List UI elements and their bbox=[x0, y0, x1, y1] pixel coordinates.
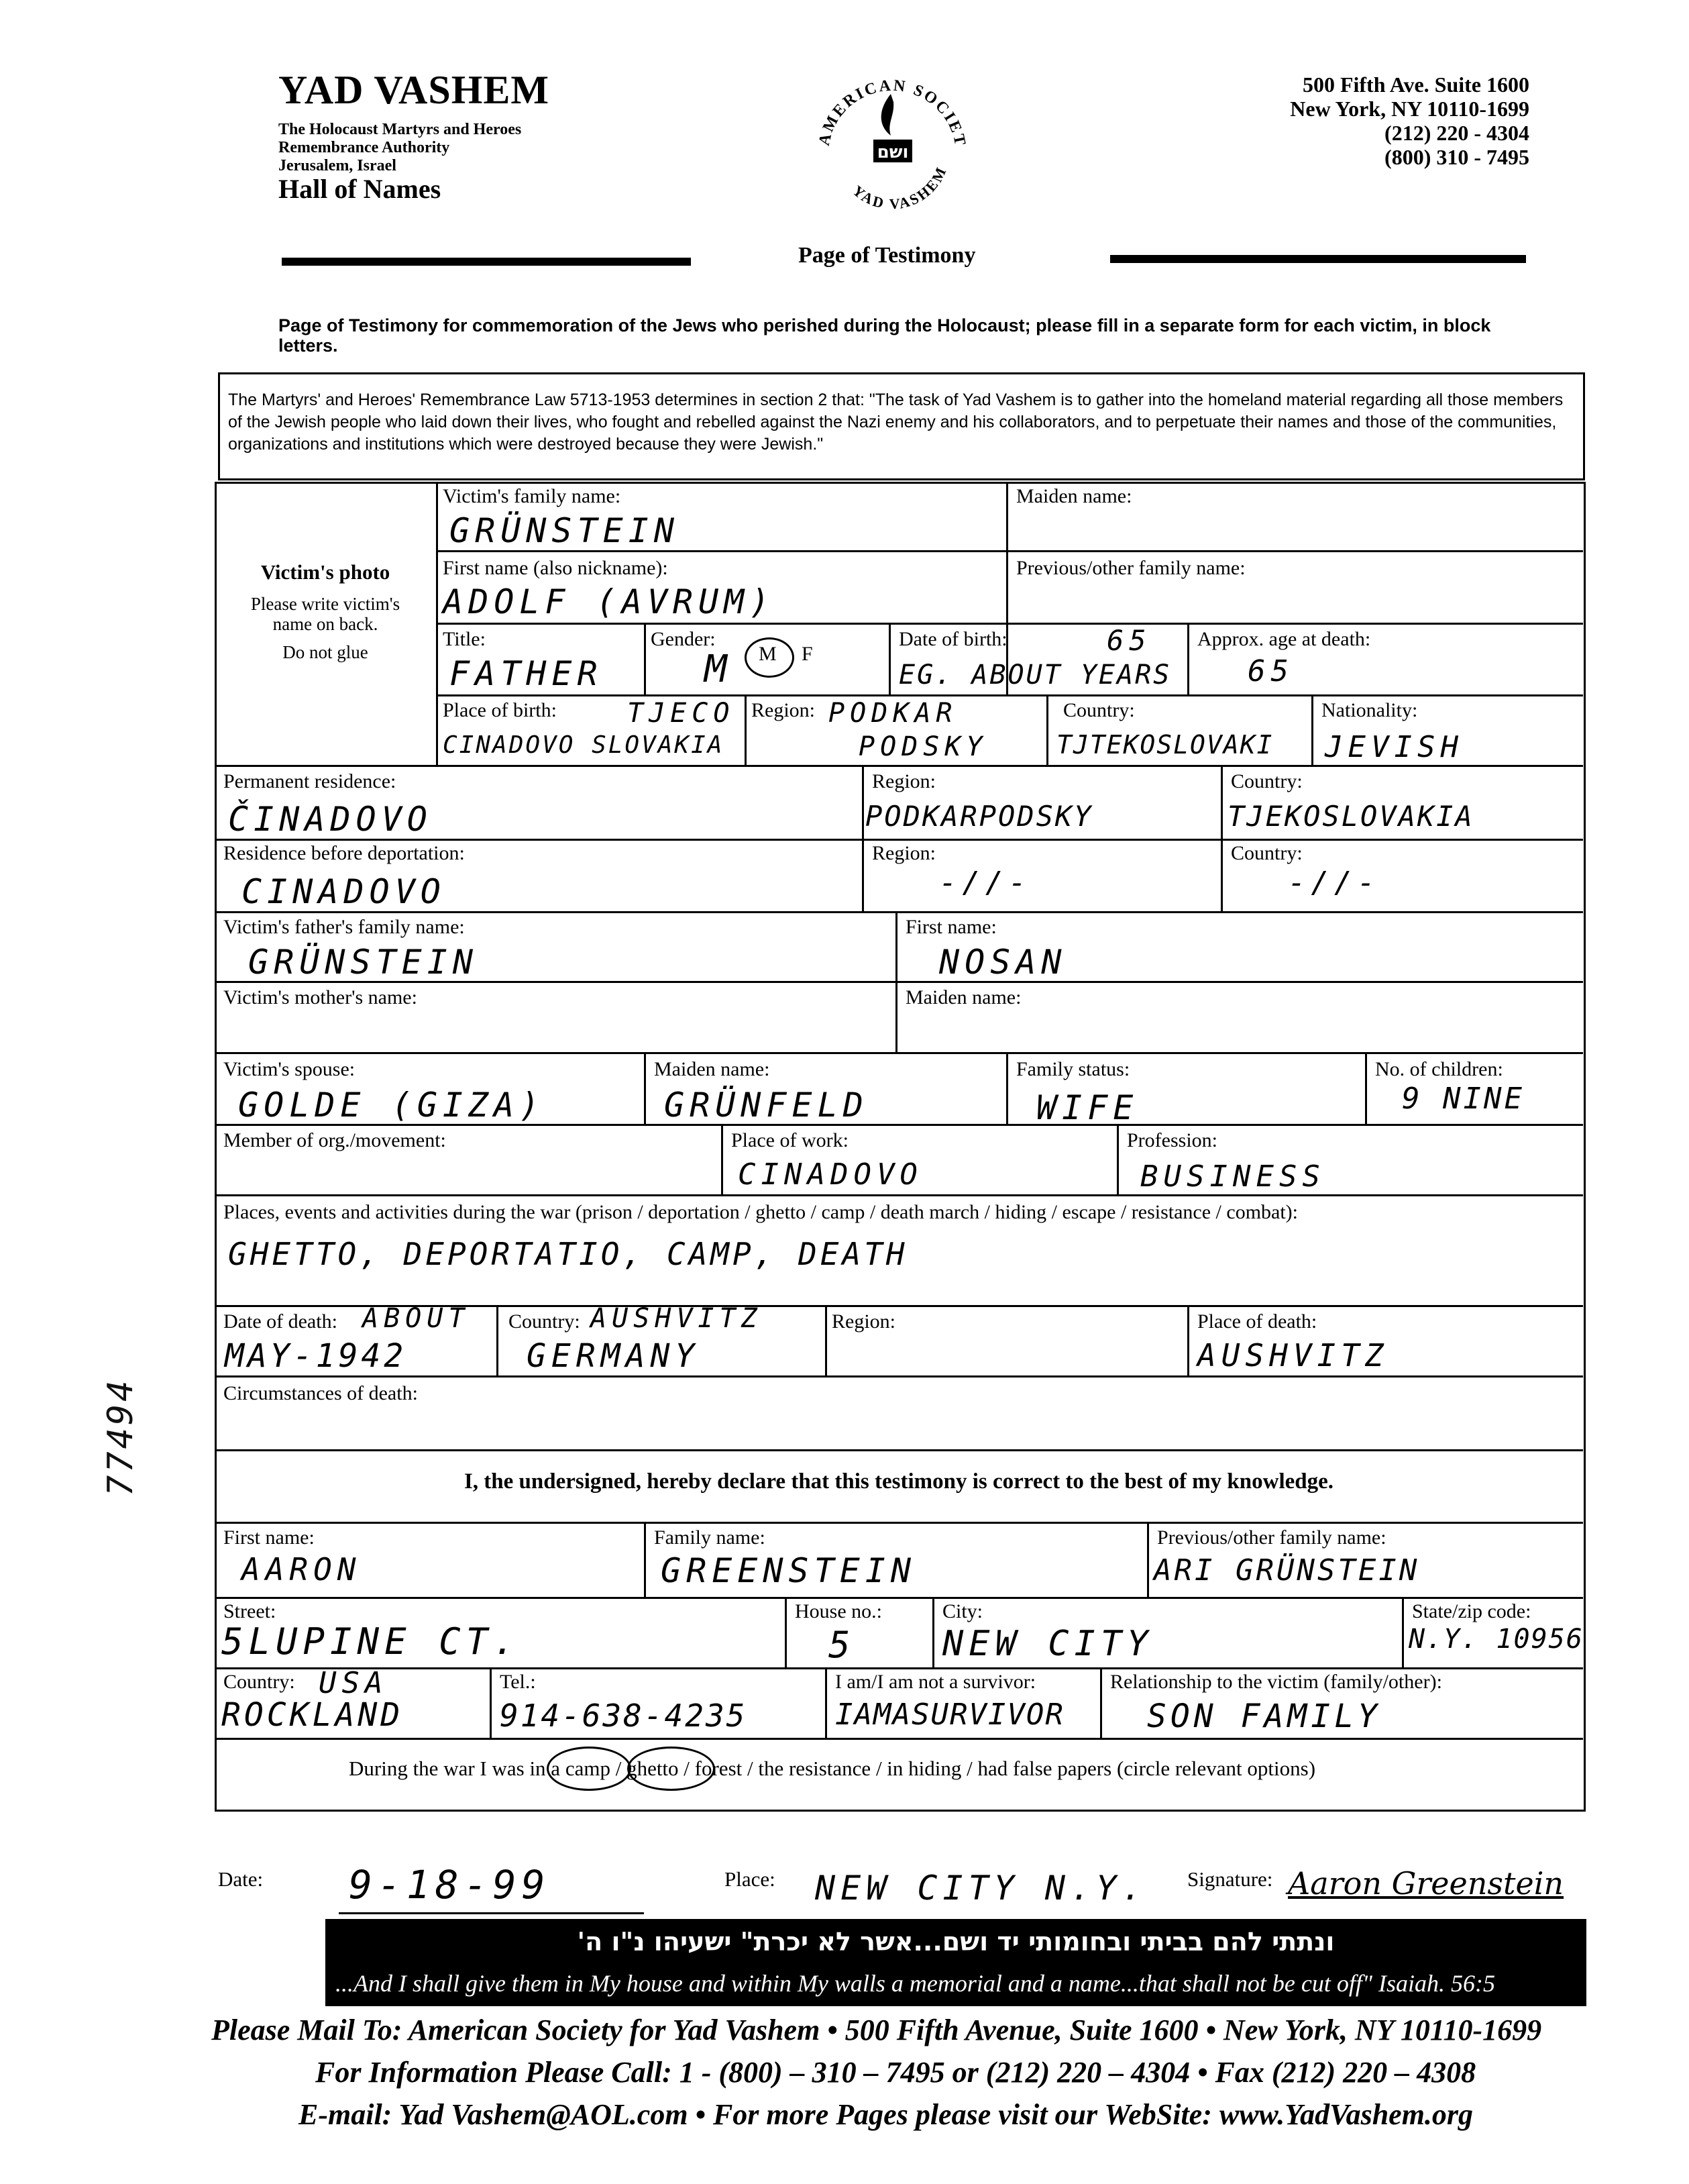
svg-text:YAD VASHEM: YAD VASHEM bbox=[849, 163, 950, 213]
gender-f-option: F bbox=[802, 643, 813, 665]
family-status-label: Family status: bbox=[1016, 1058, 1130, 1080]
first-name-label: First name (also nickname): bbox=[443, 557, 668, 579]
hall-of-names: Hall of Names bbox=[278, 174, 441, 204]
header-rule-left bbox=[282, 258, 691, 266]
camp-circle-mark bbox=[547, 1747, 631, 1791]
row-line bbox=[215, 1597, 1583, 1599]
row-line bbox=[215, 1522, 1583, 1524]
col-line bbox=[490, 1667, 492, 1738]
signature-label: Signature: bbox=[1187, 1867, 1273, 1891]
death-region-label: Region: bbox=[832, 1310, 895, 1333]
submitter-first-name-label: First name: bbox=[223, 1526, 315, 1549]
date-label: Date: bbox=[218, 1867, 264, 1891]
photo-title: Victim's photo bbox=[260, 560, 390, 584]
date-of-birth-value: EG. ABOUT YEARS bbox=[899, 660, 1172, 690]
nationality-value: JEVISH bbox=[1325, 730, 1464, 764]
col-line bbox=[785, 1597, 787, 1667]
row-line bbox=[436, 623, 1583, 625]
col-line bbox=[496, 1305, 498, 1375]
father-family-name-label: Victim's father's family name: bbox=[223, 916, 465, 938]
birth-region-label: Region: bbox=[751, 699, 815, 721]
children-value: 9 NINE bbox=[1402, 1082, 1525, 1116]
ghetto-circle-mark bbox=[627, 1747, 715, 1791]
col-line bbox=[644, 1052, 646, 1124]
profession-label: Profession: bbox=[1127, 1129, 1217, 1151]
col-line bbox=[1187, 623, 1189, 694]
place-of-birth-label: Place of birth: bbox=[443, 699, 557, 721]
col-line bbox=[889, 623, 891, 694]
state-zip-label: State/zip code: bbox=[1412, 1600, 1531, 1622]
row-line bbox=[215, 1052, 1583, 1054]
col-line bbox=[1006, 1052, 1008, 1124]
death-country-label: Country: bbox=[508, 1310, 580, 1333]
date-of-death-value-top: ABOUT bbox=[362, 1303, 470, 1334]
photo-note: name on back. bbox=[272, 614, 378, 634]
intro-text: Page of Testimony for commemoration of the Jews who perished during the Holocaust; please fill in a separate form for each victim, in block letters. bbox=[278, 315, 1491, 356]
deportation-region-value: -//- bbox=[939, 866, 1032, 900]
svg-text:AMERICAN SOCIETY FOR: AMERICAN SOCIET bbox=[815, 76, 969, 149]
county-value: ROCKLAND bbox=[221, 1696, 404, 1734]
col-line bbox=[644, 1522, 646, 1597]
phone-line: (212) 220 - 4304 bbox=[1384, 121, 1529, 145]
spouse-maiden-name-label: Maiden name: bbox=[654, 1058, 770, 1080]
city-label: City: bbox=[942, 1600, 983, 1622]
deportation-country-value: -//- bbox=[1288, 866, 1380, 900]
house-number-value: 5 bbox=[828, 1624, 856, 1666]
state-zip-value: N.Y. 10956 bbox=[1409, 1624, 1584, 1655]
col-line bbox=[436, 482, 438, 765]
org-subtitle-line: The Holocaust Martyrs and Heroes bbox=[278, 121, 522, 138]
col-line bbox=[745, 694, 747, 765]
father-first-name-label: First name: bbox=[906, 916, 997, 938]
country-value: USA bbox=[319, 1666, 388, 1700]
residence-before-deportation-value: CINADOVO bbox=[241, 872, 446, 911]
family-name-value: GRÜNSTEIN bbox=[449, 511, 679, 550]
place-of-work-value: CINADOVO bbox=[738, 1157, 923, 1192]
street-value: 5LUPINE CT. bbox=[221, 1620, 521, 1663]
col-line bbox=[932, 1597, 934, 1667]
survivor-value: IAMASURVIVOR bbox=[835, 1698, 1065, 1732]
title-label: Title: bbox=[443, 628, 486, 650]
birth-region-value: PODSKY bbox=[859, 731, 988, 762]
col-line bbox=[1402, 1597, 1404, 1667]
address-block bbox=[1201, 72, 1529, 169]
phone-line: (800) 310 - 7495 bbox=[1384, 145, 1529, 169]
family-status-value: WIFE bbox=[1036, 1088, 1139, 1127]
col-line bbox=[1311, 694, 1313, 765]
birth-country-label: Country: bbox=[1063, 699, 1135, 721]
date-of-birth-value-top: 65 bbox=[1107, 624, 1152, 657]
death-country-value: GERMANY bbox=[527, 1337, 700, 1375]
birth-country-value: TJTEKOSLOVAKI bbox=[1056, 730, 1274, 760]
org-title: YAD VASHEM bbox=[278, 68, 550, 112]
survivor-label: I am/I am not a survivor: bbox=[835, 1671, 1036, 1693]
col-line bbox=[1221, 765, 1223, 911]
row-line bbox=[215, 839, 1583, 841]
age-at-death-value: 65 bbox=[1248, 654, 1294, 688]
mother-name-label: Victim's mother's name: bbox=[223, 986, 417, 1008]
submitter-family-name-value: GREENSTEIN bbox=[661, 1551, 917, 1590]
row-line bbox=[215, 765, 1583, 767]
page-title: Page of Testimony bbox=[798, 243, 976, 268]
submitter-previous-name-label: Previous/other family name: bbox=[1157, 1526, 1386, 1549]
age-at-death-label: Approx. age at death: bbox=[1197, 628, 1371, 650]
permanent-residence-label: Permanent residence: bbox=[223, 770, 396, 792]
during-war-options: During the war I was in a camp / ghetto / forest / the resistance / in hiding / had false papers (circle relevant options) bbox=[349, 1757, 1316, 1780]
col-line bbox=[1046, 694, 1048, 765]
row-line bbox=[215, 1375, 1583, 1377]
place-label: Place: bbox=[724, 1867, 775, 1891]
relationship-label: Relationship to the victim (family/other): bbox=[1110, 1671, 1442, 1693]
photo-note: Do not glue bbox=[282, 642, 368, 662]
date-of-birth-label: Date of birth: bbox=[899, 628, 1007, 650]
col-line bbox=[1365, 1052, 1367, 1124]
margin-number: 77494 bbox=[101, 1377, 141, 1496]
photo-note: Please write victim's bbox=[250, 594, 400, 614]
date-value: 9-18-99 bbox=[349, 1862, 551, 1908]
spouse-label: Victim's spouse: bbox=[223, 1058, 356, 1080]
father-first-name-value: NOSAN bbox=[939, 943, 1067, 982]
org-subtitle-line: Jerusalem, Israel bbox=[278, 157, 396, 174]
place-of-birth-value-top: TJECO bbox=[627, 698, 735, 729]
header-rule-right bbox=[1110, 255, 1526, 263]
places-events-value: GHETTO, DEPORTATIO, CAMP, DEATH bbox=[228, 1236, 908, 1272]
gender-check-mark: M bbox=[704, 647, 732, 691]
member-org-label: Member of org./movement: bbox=[223, 1129, 446, 1151]
submitter-previous-name-value: ARI GRÜNSTEIN bbox=[1154, 1553, 1420, 1588]
place-of-work-label: Place of work: bbox=[731, 1129, 849, 1151]
address-line: New York, NY 10110-1699 bbox=[1290, 97, 1529, 121]
maiden-name-label: Maiden name: bbox=[1016, 485, 1132, 507]
row-line bbox=[215, 1738, 1583, 1740]
date-of-death-label: Date of death: bbox=[223, 1310, 337, 1333]
american-society-logo bbox=[812, 54, 973, 228]
col-line bbox=[825, 1305, 827, 1375]
english-quote: ...And I shall give them in My house and within My walls a memorial and a name...that shall not be cut off" Isaiah. 56:5 bbox=[335, 1970, 1495, 1997]
nationality-label: Nationality: bbox=[1321, 699, 1418, 721]
col-line bbox=[1187, 1305, 1189, 1375]
row-line bbox=[215, 1449, 1583, 1451]
street-label: Street: bbox=[223, 1600, 276, 1622]
previous-family-name-label: Previous/other family name: bbox=[1016, 557, 1246, 579]
signature-value: Aaron Greenstein bbox=[1288, 1865, 1564, 1902]
relationship-value: SON FAMILY bbox=[1147, 1698, 1381, 1735]
place-of-death-label: Place of death: bbox=[1197, 1310, 1317, 1333]
col-line bbox=[644, 623, 646, 694]
org-subtitle bbox=[278, 121, 521, 175]
info-line: For Information Please Call: 1 - (800) – 310 – 7495 or (212) 220 – 4304 • Fax (212) 220 – 4308 bbox=[315, 2056, 1476, 2089]
place-of-birth-value: CINADOVO SLOVAKIA bbox=[443, 731, 724, 759]
circumstances-label: Circumstances of death: bbox=[223, 1382, 418, 1404]
city-value: NEW CITY bbox=[942, 1624, 1154, 1664]
first-name-value: ADOLF (AVRUM) bbox=[443, 582, 775, 621]
tel-value: 914-638-4235 bbox=[500, 1698, 747, 1734]
residence-country-value: TJEKOSLOVAKIA bbox=[1228, 800, 1474, 833]
row-line bbox=[436, 550, 1583, 552]
submitter-family-name-label: Family name: bbox=[654, 1526, 765, 1549]
family-name-label: Victim's family name: bbox=[443, 485, 621, 507]
email-line: E-mail: Yad Vashem@AOL.com • For more Pages please visit our WebSite: www.YadVashem.org bbox=[298, 2098, 1474, 2131]
law-text: The Martyrs' and Heroes' Remembrance Law 5713-1953 determines in section 2 that: "The task of Yad Vashem is to gather into the homeland material regarding all those members of the Jewish people who laid down their lives, who fought and rebelled against the Nazi enemy and his collaborators, and to perpetuate their names and those of the communities, organizations and institutions which were destroyed because they were Jewish." bbox=[228, 391, 1564, 454]
col-line bbox=[862, 765, 864, 911]
svg-text:ושם: ושם bbox=[877, 142, 909, 162]
mail-line: Please Mail To: American Society for Yad Vashem • 500 Fifth Avenue, Suite 1600 • New York, NY 10110-1699 bbox=[211, 2014, 1542, 2046]
row-line bbox=[436, 694, 1583, 696]
residence-region-value: PODKARPODSKY bbox=[865, 800, 1093, 833]
gender-label: Gender: bbox=[651, 628, 716, 650]
death-country-value-top: AUSHVITZ bbox=[590, 1303, 763, 1334]
children-label: No. of children: bbox=[1375, 1058, 1503, 1080]
col-line bbox=[721, 1124, 723, 1194]
row-line bbox=[215, 1194, 1583, 1196]
date-underline bbox=[339, 1912, 644, 1914]
col-line bbox=[825, 1667, 827, 1738]
permanent-residence-value: ČINADOVO bbox=[228, 800, 433, 839]
col-line bbox=[895, 911, 897, 1052]
place-of-death-value: AUSHVITZ bbox=[1197, 1337, 1389, 1373]
country-label: Country: bbox=[223, 1671, 295, 1693]
col-line bbox=[1100, 1667, 1102, 1738]
places-events-label: Places, events and activities during the war (prison / deportation / ghetto / camp / death march / hiding / escape / resistance / combat): bbox=[223, 1201, 1299, 1223]
birth-region-value-top: PODKAR bbox=[828, 698, 958, 729]
spouse-maiden-name-value: GRÜNFELD bbox=[664, 1086, 869, 1125]
residence-region-label: Region: bbox=[872, 770, 936, 792]
row-line bbox=[215, 1667, 1583, 1669]
deportation-country-label: Country: bbox=[1231, 842, 1303, 864]
col-line bbox=[1117, 1124, 1119, 1194]
date-of-death-value: MAY-1942 bbox=[225, 1337, 407, 1375]
tel-label: Tel.: bbox=[500, 1671, 536, 1693]
gender-m-option: M bbox=[759, 643, 777, 665]
deportation-region-label: Region: bbox=[872, 842, 936, 864]
logo-seal-icon bbox=[812, 54, 973, 228]
place-value: NEW CITY N.Y. bbox=[815, 1869, 1148, 1908]
title-value: FATHER bbox=[449, 654, 603, 693]
father-family-name-value: GRÜNSTEIN bbox=[248, 943, 478, 982]
submitter-first-name-value: AARON bbox=[241, 1551, 362, 1588]
declaration: I, the undersigned, hereby declare that this testimony is correct to the best of my knowledge. bbox=[464, 1469, 1334, 1494]
col-line bbox=[1147, 1522, 1149, 1597]
address-line: 500 Fifth Ave. Suite 1600 bbox=[1302, 72, 1529, 97]
org-subtitle-line: Remembrance Authority bbox=[278, 139, 450, 156]
house-number-label: House no.: bbox=[795, 1600, 882, 1622]
row-line bbox=[215, 911, 1583, 913]
profession-value: BUSINESS bbox=[1140, 1159, 1325, 1194]
mother-maiden-name-label: Maiden name: bbox=[906, 986, 1022, 1008]
victim-photo-panel bbox=[221, 560, 429, 663]
spouse-value: GOLDE (GIZA) bbox=[238, 1086, 545, 1125]
residence-country-label: Country: bbox=[1231, 770, 1303, 792]
hebrew-quote: ונתתי להם בביתי ובחומותי יד ושם...אשר לא יכרת" ישעיהו נ"ו ה' bbox=[577, 1927, 1335, 1957]
residence-before-deportation-label: Residence before deportation: bbox=[223, 842, 465, 864]
